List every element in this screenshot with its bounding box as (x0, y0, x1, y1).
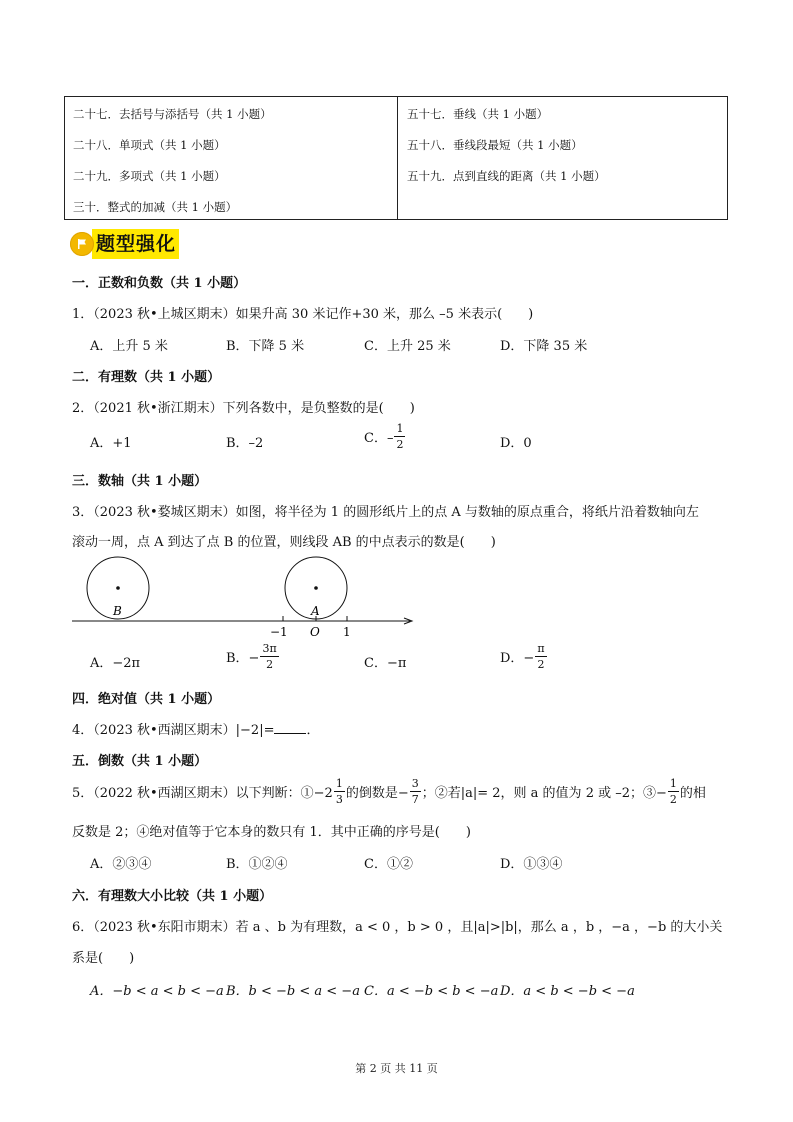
option-a: A．−b < a < b < −a (90, 984, 224, 999)
toc-divider (397, 97, 398, 219)
section-heading: 四．绝对值（共 1 小题） (72, 692, 221, 707)
toc-item: 二十八．单项式（共 1 小题） (73, 138, 226, 152)
option-d (500, 643, 548, 670)
question-stem-end: ． (306, 723, 320, 738)
stem-text: 5．（2022 秋•西湖区期末）以下判断：①−2 (72, 786, 333, 801)
option-b (226, 643, 280, 670)
fraction (668, 778, 679, 805)
fraction (334, 778, 345, 805)
section-heading: 二．有理数（共 1 小题） (72, 370, 221, 385)
section-banner (70, 229, 179, 259)
fraction-numerator: 3 (411, 777, 419, 790)
toc-item: 五十七．垂线（共 1 小题） (407, 107, 549, 121)
option-b: B．①②④ (226, 857, 288, 872)
option-d: D．0 (500, 436, 532, 451)
option-d-prefix: D．− (500, 651, 535, 666)
point-a-label: A (311, 604, 320, 618)
fraction-denominator: 3 (335, 793, 343, 806)
option-c (364, 423, 406, 450)
section-heading: 五．倒数（共 1 小题） (72, 754, 208, 769)
answer-blank (274, 721, 306, 734)
toc-item: 五十九．点到直线的距离（共 1 小题） (407, 169, 606, 183)
tick-label-neg1: −1 (270, 625, 288, 639)
option-c: C．上升 25 米 (364, 339, 451, 354)
option-d: D．①③④ (500, 857, 563, 872)
option-c: C．a < −b < b < −a (364, 984, 499, 999)
section-heading: 六．有理数大小比较（共 1 小题） (72, 889, 273, 904)
question-stem-line: 滚动一周，点 A 到达了点 B 的位置，则线段 AB 的中点表示的数是( ) (72, 535, 496, 550)
question-stem-line (72, 778, 706, 805)
fraction-numerator: π (537, 642, 545, 655)
fraction (535, 643, 546, 670)
toc-item: 二十七．去括号与添括号（共 1 小题） (73, 107, 272, 121)
fraction (410, 778, 421, 805)
fraction-denominator: 2 (669, 793, 677, 806)
fraction-numerator: 3π (262, 642, 277, 655)
question-stem (72, 719, 320, 738)
fraction-denominator: 2 (266, 658, 274, 671)
question-stem: 2．（2021 秋•浙江期末）下列各数中，是负整数的是( ) (72, 401, 415, 416)
option-a: A．②③④ (90, 857, 152, 872)
fraction-denominator: 2 (396, 438, 404, 451)
question-stem-line: 3．（2023 秋•婺城区期末）如图，将半径为 1 的圆形纸片上的点 A 与数轴的原点重合，将纸片沿着数轴向左 (72, 505, 699, 520)
option-d: D．下降 35 米 (500, 339, 588, 354)
toc-table (64, 96, 728, 220)
option-a: A．−2π (90, 656, 141, 671)
section-heading: 一．正数和负数（共 1 小题） (72, 276, 247, 291)
circle-a-center (314, 586, 318, 590)
fraction-numerator: 1 (335, 777, 343, 790)
question-stem-line: 反数是 2；④绝对值等于它本身的数只有 1．其中正确的序号是( ) (72, 825, 471, 840)
tick-label-origin: O (310, 625, 320, 639)
fraction-numerator: 1 (396, 422, 404, 435)
fraction-denominator: 7 (411, 793, 419, 806)
banner-title: 题型强化 (92, 229, 179, 259)
option-b: B．下降 5 米 (226, 339, 305, 354)
option-c-prefix: C．– (364, 431, 394, 446)
option-b: B．–2 (226, 436, 264, 451)
stem-text: 的倒数是− (345, 786, 409, 801)
point-b-label: B (113, 604, 122, 618)
stem-text: 的相 (679, 786, 706, 801)
fraction-numerator: 1 (669, 777, 677, 790)
flag-icon (70, 232, 94, 256)
option-a: A．+1 (90, 436, 132, 451)
toc-item: 五十八．垂线段最短（共 1 小题） (407, 138, 583, 152)
question-stem-text: 4．（2023 秋•西湖区期末）|−2|= (72, 723, 275, 738)
tick-label-1: 1 (343, 625, 351, 639)
option-b-prefix: B．− (226, 651, 260, 666)
question-stem: 1．（2023 秋•上城区期末）如果升高 30 米记作+30 米，那么 –5 米表示( ) (72, 307, 534, 322)
option-a: A．上升 5 米 (90, 339, 168, 354)
section-heading: 三．数轴（共 1 小题） (72, 474, 208, 489)
option-d: D．a < b < −b < −a (500, 984, 635, 999)
circle-b-center (116, 586, 120, 590)
question-stem-line: 系是( ) (72, 951, 135, 966)
toc-item: 三十．整式的加减（共 1 小题） (73, 200, 238, 214)
stem-text: ；②若|a|= 2，则 a 的值为 2 或 –2；③− (421, 786, 667, 801)
toc-item: 二十九．多项式（共 1 小题） (73, 169, 226, 183)
option-c: C．−π (364, 656, 407, 671)
question-stem-line: 6．（2023 秋•东阳市期末）若 a 、b 为有理数，a < 0 ，b > 0 ，且|a|>|b|，那么 a ，b ，−a ，−b 的大小关 (72, 920, 723, 935)
option-b: B．b < −b < a < −a (226, 984, 360, 999)
option-c: C．①② (364, 857, 413, 872)
page-footer: 第 2 页 共 11 页 (355, 1062, 438, 1075)
fraction-denominator: 2 (537, 658, 545, 671)
fraction (260, 643, 278, 670)
fraction (394, 423, 405, 450)
number-line-figure (60, 552, 420, 642)
